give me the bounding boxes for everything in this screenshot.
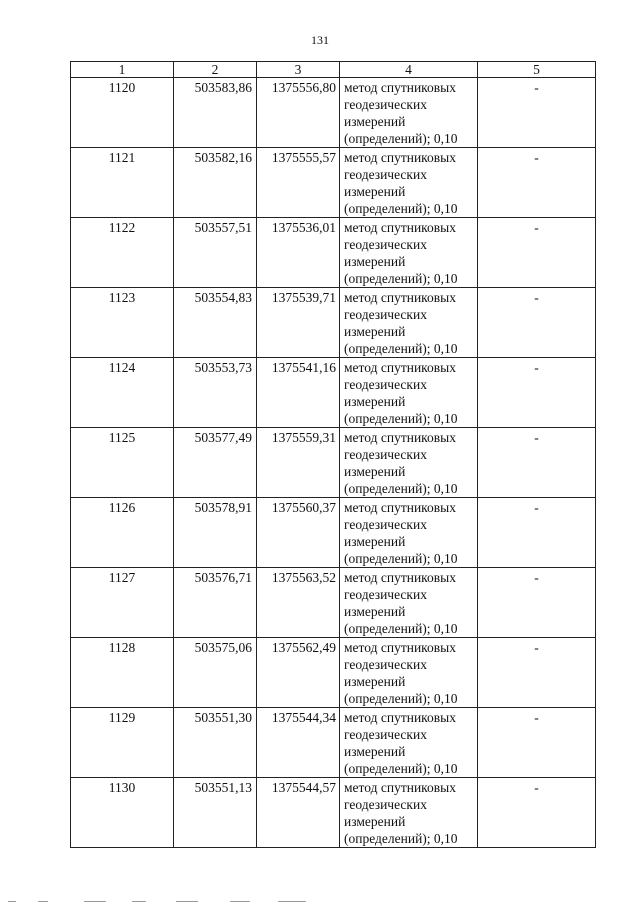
- table-body: [71, 78, 596, 848]
- header-col-4: 4: [340, 62, 478, 78]
- cell-coordinate-x: 503578,91: [174, 498, 257, 568]
- method-line: геодезических: [344, 307, 427, 322]
- cell-coordinate-x: 503576,71: [174, 568, 257, 638]
- table-row: [71, 148, 596, 218]
- cell-method: [340, 428, 478, 498]
- cell-coordinate-x: 503577,49: [174, 428, 257, 498]
- cell-note: -: [478, 498, 596, 568]
- cell-point-number: 1125: [71, 428, 174, 498]
- cell-coordinate-x: 503582,16: [174, 148, 257, 218]
- header-col-1: 1: [71, 62, 174, 78]
- method-line: (определений); 0,10: [344, 621, 458, 636]
- method-line: метод спутниковых: [344, 710, 456, 725]
- method-line: метод спутниковых: [344, 290, 456, 305]
- method-line: (определений); 0,10: [344, 271, 458, 286]
- cell-note: -: [478, 148, 596, 218]
- method-line: измерений: [344, 814, 406, 829]
- cell-note: -: [478, 358, 596, 428]
- cell-coordinate-x: 503551,30: [174, 708, 257, 778]
- cell-note: -: [478, 218, 596, 288]
- method-line: метод спутниковых: [344, 360, 456, 375]
- method-line: (определений); 0,10: [344, 831, 458, 846]
- method-line: метод спутниковых: [344, 570, 456, 585]
- cell-coordinate-y: 1375544,57: [257, 778, 340, 848]
- method-line: измерений: [344, 394, 406, 409]
- table-row: [71, 568, 596, 638]
- method-line: (определений); 0,10: [344, 131, 458, 146]
- cell-coordinate-y: 1375559,31: [257, 428, 340, 498]
- cell-point-number: 1127: [71, 568, 174, 638]
- cell-coordinate-y: 1375556,80: [257, 78, 340, 148]
- method-line: измерений: [344, 184, 406, 199]
- header-col-5: 5: [478, 62, 596, 78]
- method-line: измерений: [344, 324, 406, 339]
- method-line: геодезических: [344, 447, 427, 462]
- table-row: [71, 708, 596, 778]
- header-col-2: 2: [174, 62, 257, 78]
- header-col-3: 3: [257, 62, 340, 78]
- method-line: (определений); 0,10: [344, 691, 458, 706]
- cell-note: -: [478, 288, 596, 358]
- table-row: [71, 218, 596, 288]
- method-line: геодезических: [344, 97, 427, 112]
- table-row: [71, 288, 596, 358]
- cell-coordinate-y: 1375536,01: [257, 218, 340, 288]
- cell-coordinate-y: 1375544,34: [257, 708, 340, 778]
- cell-coordinate-y: 1375563,52: [257, 568, 340, 638]
- scan-artifact-marks: [0, 899, 640, 905]
- cell-coordinate-x: 503554,83: [174, 288, 257, 358]
- table-row: [71, 498, 596, 568]
- table-row: [71, 638, 596, 708]
- table-header: [71, 62, 596, 78]
- method-line: (определений); 0,10: [344, 341, 458, 356]
- table-row: [71, 358, 596, 428]
- cell-coordinate-y: 1375562,49: [257, 638, 340, 708]
- cell-note: -: [478, 568, 596, 638]
- cell-point-number: 1128: [71, 638, 174, 708]
- cell-method: [340, 638, 478, 708]
- method-line: измерений: [344, 604, 406, 619]
- cell-coordinate-x: 503575,06: [174, 638, 257, 708]
- cell-note: -: [478, 778, 596, 848]
- method-line: метод спутниковых: [344, 640, 456, 655]
- cell-point-number: 1121: [71, 148, 174, 218]
- method-line: метод спутниковых: [344, 150, 456, 165]
- table-row: [71, 78, 596, 148]
- method-line: геодезических: [344, 377, 427, 392]
- cell-method: [340, 568, 478, 638]
- method-line: (определений); 0,10: [344, 201, 458, 216]
- cell-method: [340, 78, 478, 148]
- method-line: измерений: [344, 114, 406, 129]
- method-line: измерений: [344, 464, 406, 479]
- table-row: [71, 778, 596, 848]
- cell-method: [340, 778, 478, 848]
- cell-note: -: [478, 638, 596, 708]
- method-line: (определений); 0,10: [344, 761, 458, 776]
- page-number: 131: [311, 33, 329, 47]
- cell-method: [340, 288, 478, 358]
- method-line: геодезических: [344, 587, 427, 602]
- cell-point-number: 1129: [71, 708, 174, 778]
- method-line: измерений: [344, 674, 406, 689]
- cell-coordinate-x: 503553,73: [174, 358, 257, 428]
- method-line: метод спутниковых: [344, 780, 456, 795]
- method-line: геодезических: [344, 657, 427, 672]
- cell-method: [340, 358, 478, 428]
- cell-coordinate-x: 503557,51: [174, 218, 257, 288]
- method-line: (определений); 0,10: [344, 551, 458, 566]
- method-line: геодезических: [344, 517, 427, 532]
- cell-point-number: 1120: [71, 78, 174, 148]
- cell-point-number: 1122: [71, 218, 174, 288]
- method-line: геодезических: [344, 727, 427, 742]
- method-line: метод спутниковых: [344, 430, 456, 445]
- cell-point-number: 1130: [71, 778, 174, 848]
- method-line: геодезических: [344, 167, 427, 182]
- cell-point-number: 1123: [71, 288, 174, 358]
- cell-coordinate-x: 503551,13: [174, 778, 257, 848]
- method-line: метод спутниковых: [344, 220, 456, 235]
- cell-method: [340, 498, 478, 568]
- cell-coordinate-y: 1375539,71: [257, 288, 340, 358]
- cell-method: [340, 148, 478, 218]
- cell-note: -: [478, 78, 596, 148]
- method-line: геодезических: [344, 797, 427, 812]
- cell-point-number: 1124: [71, 358, 174, 428]
- cell-point-number: 1126: [71, 498, 174, 568]
- method-line: геодезических: [344, 237, 427, 252]
- cell-coordinate-y: 1375541,16: [257, 358, 340, 428]
- cell-note: -: [478, 428, 596, 498]
- cell-note: -: [478, 708, 596, 778]
- cell-coordinate-x: 503583,86: [174, 78, 257, 148]
- method-line: (определений); 0,10: [344, 481, 458, 496]
- coordinates-table: [70, 61, 596, 848]
- method-line: (определений); 0,10: [344, 411, 458, 426]
- cell-coordinate-y: 1375555,57: [257, 148, 340, 218]
- method-line: измерений: [344, 254, 406, 269]
- method-line: метод спутниковых: [344, 500, 456, 515]
- method-line: измерений: [344, 534, 406, 549]
- method-line: метод спутниковых: [344, 80, 456, 95]
- table-row: [71, 428, 596, 498]
- method-line: измерений: [344, 744, 406, 759]
- cell-method: [340, 218, 478, 288]
- cell-coordinate-y: 1375560,37: [257, 498, 340, 568]
- cell-method: [340, 708, 478, 778]
